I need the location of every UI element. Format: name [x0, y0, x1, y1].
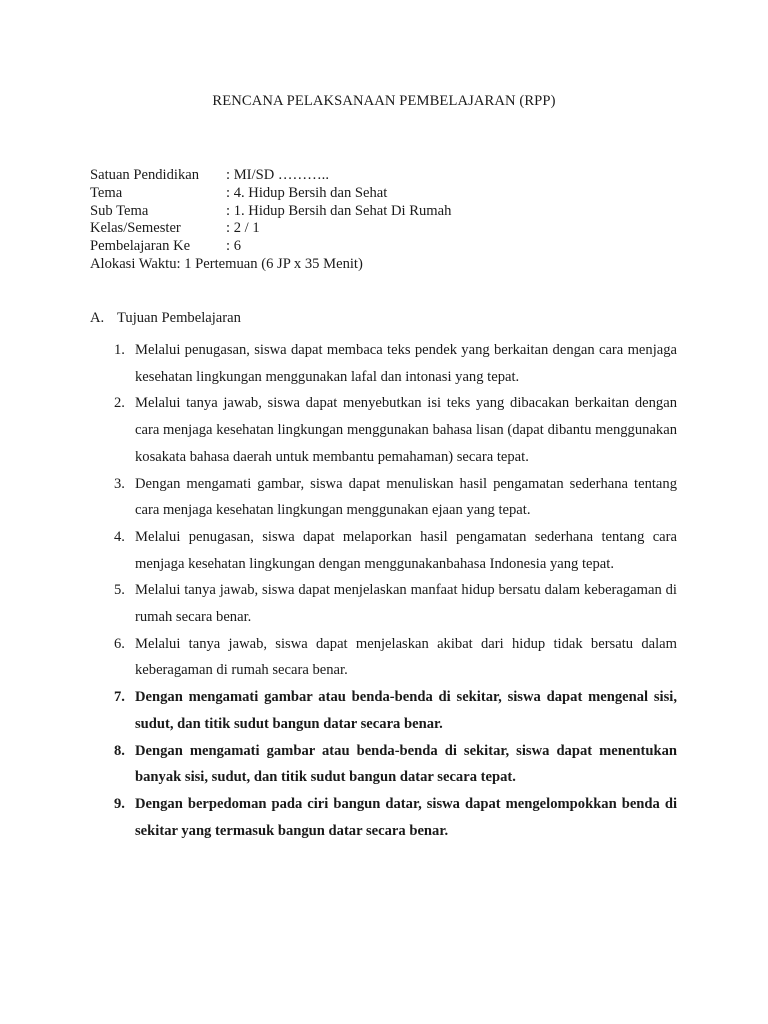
section-title: Tujuan Pembelajaran	[117, 310, 241, 326]
identity-label: Tema	[90, 184, 123, 201]
identity-row-kelas-semester	[90, 220, 690, 238]
objective-number: 6.	[114, 635, 125, 652]
objectives-list	[114, 337, 677, 844]
objective-item	[114, 791, 677, 844]
objective-number: 2.	[114, 395, 125, 412]
objective-text: Melalui tanya jawab, siswa dapat menyebutkan isi teks yang dibacakan berkaitan dengan cara menjaga kesehatan lingkungan menggunakan bahasa lisan (dapat dibantu menggunakan kosakata bahasa daerah untuk membantu pemahaman) secara tepat.	[135, 395, 677, 465]
objective-item	[114, 471, 677, 524]
objective-item	[114, 684, 677, 737]
objective-item	[114, 631, 677, 684]
identity-value: : MI/SD ………..	[226, 167, 329, 183]
identity-row-sub-tema	[90, 203, 690, 221]
objective-item	[114, 577, 677, 630]
identity-row-tema	[90, 185, 690, 203]
identity-label: Satuan Pendidikan	[90, 167, 200, 183]
objective-item	[114, 390, 677, 470]
identity-block	[90, 167, 690, 274]
objective-text: Dengan berpedoman pada ciri bangun datar, siswa dapat mengelompokkan benda di sekitar yang termasuk bangun datar secara benar.	[135, 795, 677, 839]
identity-value: : 4. Hidup Bersih dan Sehat	[226, 184, 388, 201]
objective-item	[114, 738, 677, 791]
objective-number: 1.	[114, 342, 125, 358]
objective-text: Melalui penugasan, siswa dapat melaporkan hasil pengamatan sederhana tentang cara menjaga kesehatan lingkungan dengan menggunakanbahasa Indonesia yang tepat.	[135, 528, 677, 572]
objective-text: Melalui tanya jawab, siswa dapat menjelaskan akibat dari hidup tidak bersatu dalam keberagaman di rumah secara benar.	[135, 635, 677, 679]
objective-text: Melalui penugasan, siswa dapat membaca teks pendek yang berkaitan dengan cara menjaga kesehatan lingkungan menggunakan lafal dan intonasi yang tepat.	[135, 342, 677, 385]
allocation-row: Alokasi Waktu: 1 Pertemuan (6 JP x 35 Menit)	[90, 255, 363, 272]
objective-item	[114, 524, 677, 577]
section-heading	[90, 310, 241, 327]
document-title: RENCANA PELAKSANAAN PEMBELAJARAN (RPP)	[212, 93, 556, 109]
objective-text: Dengan mengamati gambar atau benda-benda di sekitar, siswa dapat mengenal sisi, sudut, dan titik sudut bangun datar secara benar.	[135, 689, 677, 732]
objective-number: 5.	[114, 582, 125, 599]
identity-row-pembelajaran-ke	[90, 238, 690, 256]
objective-number: 9.	[114, 795, 125, 812]
objective-number: 8.	[114, 742, 125, 759]
identity-label: Sub Tema	[90, 202, 149, 219]
objective-item	[114, 337, 677, 390]
identity-value: : 6	[226, 238, 241, 255]
section-letter: A.	[90, 310, 105, 326]
objective-number: 4.	[114, 528, 125, 545]
objective-text: Melalui tanya jawab, siswa dapat menjelaskan manfaat hidup bersatu dalam keberagaman di rumah secara benar.	[135, 582, 677, 626]
identity-row-satuan-pendidikan	[90, 167, 690, 185]
identity-value: : 2 / 1	[226, 220, 260, 237]
objective-text: Dengan mengamati gambar, siswa dapat menuliskan hasil pengamatan sederhana tentang cara menjaga kesehatan lingkungan menggunakan ejaan yang tepat.	[135, 475, 677, 519]
identity-label: Pembelajaran Ke	[90, 238, 191, 255]
identity-label: Kelas/Semester	[90, 220, 181, 237]
objective-number: 7.	[114, 689, 125, 706]
identity-value: : 1. Hidup Bersih dan Sehat Di Rumah	[226, 202, 452, 219]
objective-text: Dengan mengamati gambar atau benda-benda di sekitar, siswa dapat menentukan banyak sisi, sudut, dan titik sudut bangun datar secara tepat.	[135, 742, 677, 786]
objective-number: 3.	[114, 475, 125, 492]
